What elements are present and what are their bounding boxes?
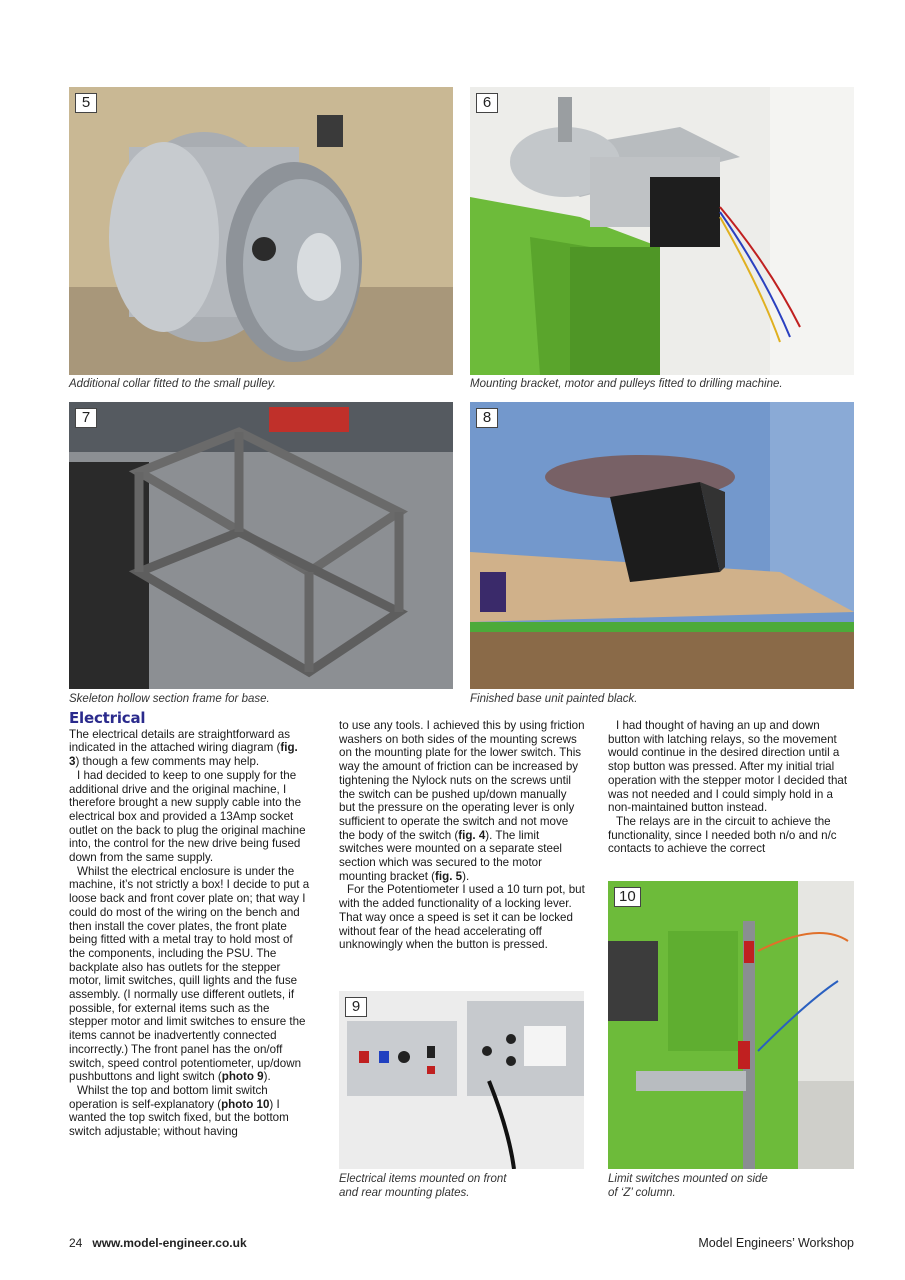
photo-7-number: 7	[75, 408, 97, 428]
z-column-illustration	[608, 881, 854, 1169]
photo-9-number: 9	[345, 997, 367, 1017]
photo-8-base-unit	[470, 402, 854, 689]
website-link[interactable]: www.model-engineer.co.uk	[92, 1236, 247, 1250]
photo-10-number: 10	[614, 887, 641, 907]
paragraph: I had thought of having an up and down button with latching relays, so the movement would continue in the desired direction until a stop button was pressed. After my initial trial operation with the stepper motor I decided that was not needed and I could simply hold in a non-maintained button instead.	[608, 719, 848, 815]
footer-left	[69, 1236, 247, 1250]
frame-illustration	[69, 402, 453, 689]
photo-6-number: 6	[476, 93, 498, 113]
article-column-2	[339, 719, 585, 952]
spray-booth-illustration	[470, 402, 854, 689]
paragraph: For the Potentiometer I used a 10 turn pot, but with the added functionality of a locking lever. That way once a speed is set it can be locked without fear of the head accelerating off unknowingly when the button is pressed.	[339, 883, 585, 952]
photo-9-caption: Electrical items mounted on front and rear mounting plates.	[339, 1173, 507, 1199]
photo-6-caption: Mounting bracket, motor and pulleys fitted to drilling machine.	[470, 378, 783, 390]
paragraph: to use any tools. I achieved this by using friction washers on both sides of the mounting screws on the mounting plate for the lower switch. This way the amount of friction can be increased by tightening the Nylock nuts on the screws until the switch can be pushed up/down manually but the pressure on the operating lever is only sufficient to operate the switch and not move the body of the switch (fig. 4). The limit switches were mounted on a separate steel section which was secured to the motor mounting bracket (fig. 5).	[339, 719, 585, 883]
article-column-1	[69, 709, 311, 1139]
control-panels-illustration	[339, 991, 584, 1169]
photo-7-caption: Skeleton hollow section frame for base.	[69, 693, 270, 705]
photo-10-caption: Limit switches mounted on side of ‘Z’ column.	[608, 1173, 768, 1199]
paragraph: The relays are in the circuit to achieve the functionality, since I needed both n/o and n/c contacts to achieve the correct	[608, 814, 837, 856]
photo-8-number: 8	[476, 408, 498, 428]
paragraph: I had decided to keep to one supply for the additional drive and the original machine, I therefore brought a new supply cable into the electrical box and provided a 13Amp socket outlet on the back to plug the original machine into, the control for the new drive being fused down from the same supply.	[69, 768, 306, 865]
section-heading-electrical: Electrical	[69, 709, 146, 727]
page-number: 24	[69, 1236, 83, 1250]
article-column-3	[608, 719, 854, 856]
paragraph: Whilst the top and bottom limit switch operation is self-explanatory (photo 10) I wanted the top switch fixed, but the bottom switch adjustable; without having	[69, 1083, 289, 1139]
photo-8-caption: Finished base unit painted black.	[470, 693, 638, 705]
photo-5-caption: Additional collar fitted to the small pulley.	[69, 378, 276, 390]
magazine-title: Model Engineers’ Workshop	[698, 1236, 854, 1250]
photo-5-pulley-collar	[69, 87, 453, 375]
paragraph: Whilst the electrical enclosure is under the machine, it’s not strictly a box! I decide to put a loose back and front cover plate on; that way I could do most of the wiring on the bench and then install the cover plates, the front plate being fitted with a metal tray to hold most of the components, including the PSU. The backplate also has outlets for the stepper motor, limit switches, quill lights and the fuse assembly. (I normally use different outlets, if possible, for external items such as the stepper motor and limit switches to ensure the items cannot be inadvertently connected incorrectly.) The front panel has the on/off switch, speed control potentiometer, up/down pushbuttons and light switch (photo 9).	[69, 864, 310, 1084]
photo-7-skeleton-frame	[69, 402, 453, 689]
pulley-illustration	[69, 87, 453, 375]
drilling-machine-illustration	[470, 87, 854, 375]
photo-9-mounting-plates	[339, 991, 584, 1169]
photo-6-mounting-bracket	[470, 87, 854, 375]
paragraph: The electrical details are straightforward as indicated in the attached wiring diagram (fig. 3) though a few comments may help.	[69, 727, 298, 769]
photo-10-limit-switches	[608, 881, 854, 1169]
photo-5-number: 5	[75, 93, 97, 113]
